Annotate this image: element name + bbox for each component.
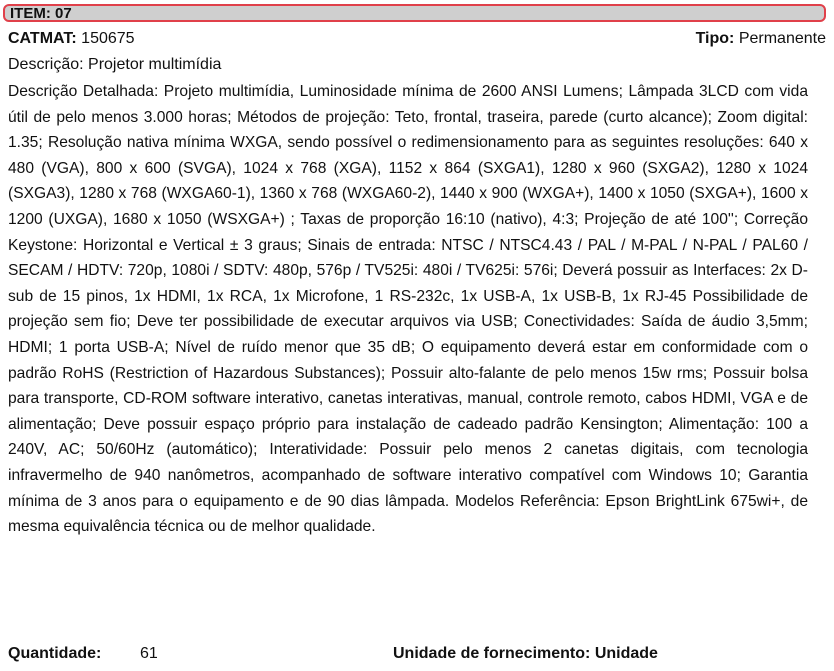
catmat-label: CATMAT: xyxy=(8,30,77,47)
quantidade-value: 61 xyxy=(140,645,158,662)
tipo-field xyxy=(696,27,826,51)
item-header xyxy=(3,4,826,22)
unidade-value: Unidade xyxy=(594,645,658,662)
catmat-value: 150675 xyxy=(81,30,135,47)
tipo-value: Permanente xyxy=(738,30,826,47)
descricao-detalhada-text: Descrição Detalhada: Projeto multimídia, Luminosidade mínima de 2600 ANSI Lumens; Lâmpada 3LCD com vida útil de pelo menos 3.000 horas; Métodos de projeção: Teto, frontal, traseira, parede (curto alcance); Zoom digital: 1.35; Resolução nativa mínima WXGA, sendo possível o redimensionamento para as seguintes resoluções: 640 x 480 (VGA), 800 x 600 (SVGA), 1024 x 768 (XGA), 1152 x 864 (SXGA1), 1280 x 960 (SXGA2), 1280 x 1024 (SXGA3), 1280 x 768 (WXGA60-1), 1360 x 768 (WXGA60-2), 1440 x 900 (WXGA+), 1400 x 1050 (SXGA+), 1600 x 1200 (UXGA), 1680 x 1050 (WSXGA+) ; Taxas de proporção 16:10 (nativo), 4:3; Projeção de até 100''; Correção Keystone: Horizontal e Vertical ± 3 graus; Sinais de entrada: NTSC / NTSC4.43 / PAL / M-PAL / N-PAL / PAL60 / SECAM / HDTV: 720p, 1080i / SDTV: 480p, 576p / TV525i: 480i / TV625i: 576i; Deverá possuir as Interfaces: 2x D-sub de 15 pinos, 1x HDMI, 1x RCA, 1x Microfone, 1 RS-232c, 1x USB-A, 1x USB-B, 1x RJ-45 Possibilidade de projeção sem fio; Deve ter possibilidade de executar arquivos via USB; Conectividades: Saída de áudio 3,5mm; HDMI; 1 porta USB-A; Nível de ruído menor que 35 dB; O equipamento deverá estar em conformidade com o padrão RoHS (Restriction of Hazardous Substances); Possuir alto-falante de pelo menos 15w rms; Possuir bolsa para transporte, CD-ROM software interativo, canetas interativas, manual, controle remoto, cabos HDMI, VGA e de alimentação; Deve possuir espaço próprio para instalação de cadeado padrão Kensington; Alimentação: 100 a 240V, AC; 50/60Hz (automático); Interatividade: Possuir pelo menos 2 canetas digitais, com tecnologia infravermelho de 940 nanômetros, acompanhado de software interativo compatível com Windows 10; Garantia mínima de 3 anos para o equipamento e de 90 dias lâmpada. Modelos Referência: Epson BrightLink 675wi+, de mesma equivalência técnica ou de melhor qualidade. xyxy=(8,83,808,536)
unidade-field xyxy=(393,644,658,664)
quantidade-label: Quantidade: xyxy=(8,645,102,662)
unidade-label: Unidade de fornecimento: xyxy=(393,645,591,662)
item-label: ITEM: 07 xyxy=(10,5,72,22)
footer-row xyxy=(8,644,826,664)
catmat-row xyxy=(8,27,826,51)
tipo-label: Tipo: xyxy=(695,30,735,47)
descricao-text: Descrição: Projetor multimídia xyxy=(8,56,222,73)
